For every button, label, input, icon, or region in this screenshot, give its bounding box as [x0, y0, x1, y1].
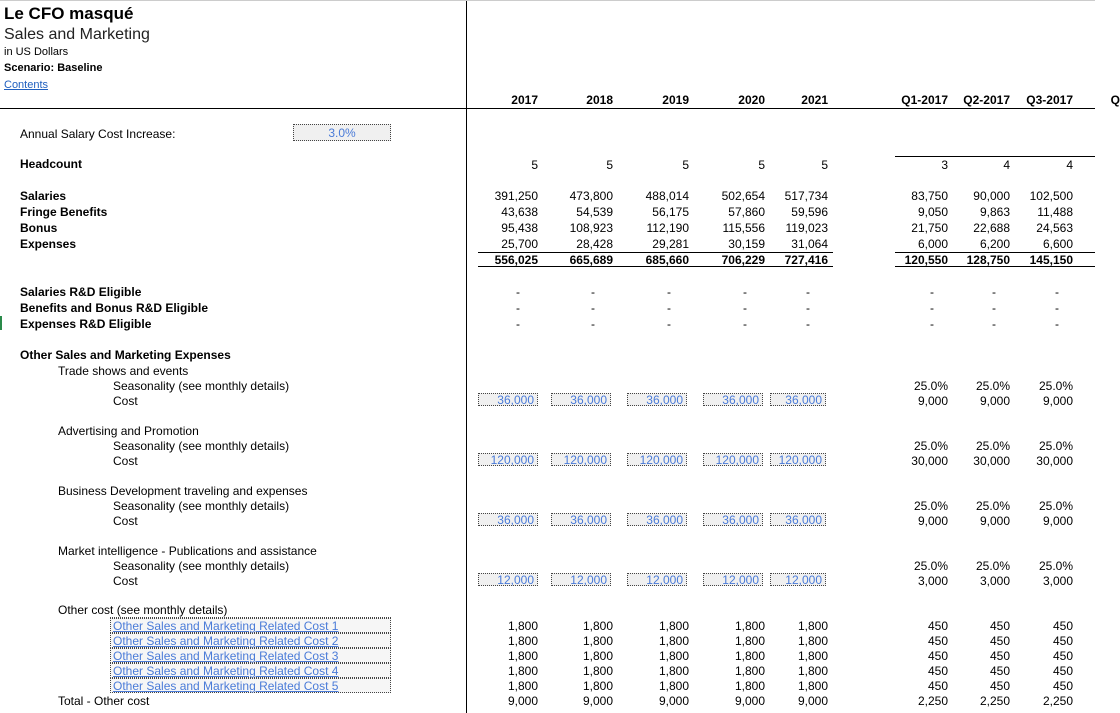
- rd-row-label: Expenses R&D Eligible: [20, 317, 152, 331]
- cost-input[interactable]: 12,000: [703, 573, 763, 586]
- headcount-cell: 5: [531, 158, 538, 172]
- other-cost-cell: 450: [927, 634, 948, 648]
- other-cost-total-cell: 9,000: [734, 694, 765, 708]
- other-cost-item-label[interactable]: Other Sales and Marketing Related Cost 3: [110, 648, 391, 663]
- other-cost-cell: 1,800: [507, 649, 538, 663]
- other-cost-cell: 1,800: [582, 649, 613, 663]
- rd-cell: -: [743, 285, 747, 299]
- headcount-cell: 5: [682, 158, 689, 172]
- cost-cell: 102,500: [1029, 189, 1073, 203]
- other-cost-total-cell: 9,000: [797, 694, 828, 708]
- rd-cell: -: [667, 317, 671, 331]
- cost-cell: 115,556: [722, 221, 765, 235]
- quarter-cost-cell: 30,000: [973, 454, 1010, 468]
- other-cost-cell: 1,800: [507, 634, 538, 648]
- rd-cell: -: [1055, 317, 1059, 331]
- cost-row-label: Fringe Benefits: [20, 205, 108, 219]
- seasonality-cell: 25.0%: [913, 439, 948, 453]
- other-cost-cell: 1,800: [734, 649, 765, 663]
- other-cost-cell: 450: [927, 649, 948, 663]
- other-cost-cell: 1,800: [734, 664, 765, 678]
- cost-total-cell: 665,689: [569, 253, 613, 267]
- quarter-cost-cell: 3,000: [979, 574, 1010, 588]
- cost-cell: 56,175: [652, 205, 689, 219]
- cost-cell: 6,200: [979, 237, 1010, 251]
- rd-cell: -: [1055, 285, 1059, 299]
- cost-cell: 25,700: [501, 237, 538, 251]
- cost-input[interactable]: 36,000: [703, 513, 763, 526]
- cost-cell: 517,734: [784, 189, 828, 203]
- year-header: 2020: [738, 93, 765, 107]
- cost-label: Cost: [113, 574, 138, 588]
- cost-input[interactable]: 120,000: [627, 453, 687, 466]
- seasonality-cell: 25.0%: [1038, 499, 1073, 513]
- quarter-headcount-topline: [895, 156, 1095, 157]
- cost-input[interactable]: 12,000: [551, 573, 611, 586]
- cost-cell: 112,190: [646, 221, 689, 235]
- quarter-cost-cell: 9,000: [1042, 394, 1073, 408]
- cost-total-cell: 120,550: [904, 253, 948, 267]
- expense-group-label: Market intelligence - Publications and assistance: [58, 544, 317, 558]
- cost-input[interactable]: 36,000: [478, 393, 538, 406]
- headcount-cell: 5: [821, 158, 828, 172]
- other-cost-cell: 450: [1052, 634, 1073, 648]
- cost-cell: 21,750: [911, 221, 948, 235]
- other-cost-total-cell: 2,250: [917, 694, 948, 708]
- cost-row-label: Expenses: [20, 237, 77, 251]
- cost-cell: 488,014: [645, 189, 689, 203]
- scenario-label: Scenario:: [4, 62, 55, 74]
- cost-input[interactable]: 36,000: [703, 393, 763, 406]
- cost-input[interactable]: 36,000: [478, 513, 538, 526]
- cost-cell: 119,023: [785, 221, 828, 235]
- rd-cell: -: [743, 317, 747, 331]
- rd-cell: -: [992, 317, 996, 331]
- rd-cell: -: [516, 285, 520, 299]
- cost-cell: 90,000: [973, 189, 1010, 203]
- other-cost-cell: 450: [989, 679, 1010, 693]
- seasonality-label: Seasonality (see monthly details): [113, 559, 290, 573]
- expense-group-label: Business Development traveling and expenses: [58, 484, 308, 498]
- cost-input[interactable]: 120,000: [478, 453, 538, 466]
- year-header: 2019: [662, 93, 689, 107]
- other-cost-cell: 1,800: [658, 664, 689, 678]
- cost-cell: 95,438: [501, 221, 538, 235]
- cost-cell: 391,250: [494, 189, 538, 203]
- sheet-subtitle: Sales and Marketing: [4, 26, 150, 43]
- other-cost-total-label: Total - Other cost: [58, 694, 150, 708]
- other-cost-total-cell: 9,000: [507, 694, 538, 708]
- other-cost-cell: 1,800: [507, 679, 538, 693]
- rd-cell: -: [992, 285, 996, 299]
- other-cost-cell: 1,800: [797, 649, 828, 663]
- cost-label: Cost: [113, 394, 138, 408]
- rd-cell: -: [930, 317, 934, 331]
- cost-input[interactable]: 120,000: [770, 453, 826, 466]
- year-header: 2017: [511, 93, 538, 107]
- other-cost-item-label[interactable]: Other Sales and Marketing Related Cost 1: [110, 618, 391, 633]
- scenario-line: [4, 62, 102, 74]
- quarter-cost-cell: 9,000: [979, 514, 1010, 528]
- cost-total-cell: 145,150: [1029, 253, 1073, 267]
- other-cost-cell: 450: [989, 619, 1010, 633]
- cost-input[interactable]: 36,000: [627, 513, 687, 526]
- cost-input[interactable]: 120,000: [551, 453, 611, 466]
- rd-cell: -: [667, 301, 671, 315]
- other-cost-cell: 1,800: [734, 679, 765, 693]
- cost-cell: 57,860: [728, 205, 765, 219]
- quarter-cost-cell: 9,000: [979, 394, 1010, 408]
- cost-cell: 6,000: [917, 237, 948, 251]
- seasonality-cell: 25.0%: [913, 379, 948, 393]
- cost-cell: 43,638: [501, 205, 538, 219]
- other-cost-cell: 1,800: [797, 679, 828, 693]
- cost-cell: 9,050: [917, 205, 948, 219]
- other-cost-cell: 1,800: [658, 619, 689, 633]
- rd-cell: -: [806, 317, 810, 331]
- quarter-header: Q1-2017: [901, 93, 948, 107]
- quarter-header: Q2-2017: [963, 93, 1010, 107]
- seasonality-cell: 25.0%: [975, 439, 1010, 453]
- rd-row-label: Benefits and Bonus R&D Eligible: [20, 301, 209, 315]
- quarter-header: Q: [1110, 93, 1120, 107]
- seasonality-cell: 25.0%: [1038, 559, 1073, 573]
- cost-input[interactable]: 36,000: [551, 513, 611, 526]
- cost-total-cell: 556,025: [494, 253, 538, 267]
- rd-row-label: Salaries R&D Eligible: [20, 285, 142, 299]
- quarter-header: Q3-2017: [1026, 93, 1073, 107]
- headcount-label: Headcount: [20, 157, 83, 171]
- other-cost-cell: 450: [1052, 649, 1073, 663]
- other-cost-cell: 450: [927, 679, 948, 693]
- seasonality-cell: 25.0%: [913, 559, 948, 573]
- other-cost-cell: 1,800: [734, 619, 765, 633]
- other-cost-cell: 1,800: [658, 634, 689, 648]
- currency-label: in US Dollars: [4, 46, 69, 58]
- other-cost-total-cell: 2,250: [979, 694, 1010, 708]
- other-cost-cell: 450: [989, 634, 1010, 648]
- cost-input[interactable]: 120,000: [703, 453, 763, 466]
- cost-input[interactable]: 36,000: [627, 393, 687, 406]
- other-cost-cell: 1,800: [734, 634, 765, 648]
- other-cost-item-label[interactable]: Other Sales and Marketing Related Cost 5: [110, 678, 391, 693]
- cost-cell: 30,159: [728, 237, 765, 251]
- headcount-cell: 5: [606, 158, 613, 172]
- cost-total-cell: 706,229: [721, 253, 765, 267]
- cost-label: Cost: [113, 454, 138, 468]
- contents-link[interactable]: Contents: [4, 79, 49, 91]
- other-cost-label: Other cost (see monthly details): [58, 603, 228, 617]
- rd-cell: -: [1055, 301, 1059, 315]
- cost-input[interactable]: 12,000: [478, 573, 538, 586]
- other-expenses-label: Other Sales and Marketing Expenses: [20, 348, 231, 362]
- headcount-cell: 5: [758, 158, 765, 172]
- cost-cell: 9,863: [979, 205, 1010, 219]
- other-cost-cell: 1,800: [797, 664, 828, 678]
- year-header: 2018: [586, 93, 613, 107]
- salary-increase-label: Annual Salary Cost Increase:: [20, 127, 176, 141]
- company-title: Le CFO masqué: [4, 4, 134, 23]
- headcount-cell: 3: [941, 158, 948, 172]
- seasonality-cell: 25.0%: [1038, 439, 1073, 453]
- quarter-cost-cell: 3,000: [917, 574, 948, 588]
- cost-cell: 83,750: [911, 189, 948, 203]
- other-cost-cell: 1,800: [658, 649, 689, 663]
- other-cost-total-cell: 2,250: [1042, 694, 1073, 708]
- headcount-cell: 4: [1066, 158, 1073, 172]
- rd-cell: -: [930, 285, 934, 299]
- quarter-cost-cell: 3,000: [1042, 574, 1073, 588]
- cost-input[interactable]: 36,000: [770, 393, 826, 406]
- year-header: 2021: [801, 93, 828, 107]
- cost-cell: 502,654: [721, 189, 765, 203]
- seasonality-cell: 25.0%: [975, 379, 1010, 393]
- cost-cell: 28,428: [576, 237, 613, 251]
- rd-cell: -: [930, 301, 934, 315]
- rd-cell: -: [743, 301, 747, 315]
- headcount-cell: 4: [1003, 158, 1010, 172]
- cost-input[interactable]: 36,000: [551, 393, 611, 406]
- rd-cell: -: [806, 285, 810, 299]
- other-cost-item-label[interactable]: Other Sales and Marketing Related Cost 4: [110, 663, 391, 678]
- other-cost-cell: 450: [1052, 664, 1073, 678]
- other-cost-item-label[interactable]: Other Sales and Marketing Related Cost 2: [110, 633, 391, 648]
- header-underline: [0, 108, 1095, 109]
- cost-input[interactable]: 12,000: [627, 573, 687, 586]
- cost-cell: 59,596: [791, 205, 828, 219]
- salary-increase-input[interactable]: 3.0%: [293, 124, 391, 141]
- selection-marker: [0, 316, 2, 330]
- column-separator: [466, 0, 467, 713]
- seasonality-label: Seasonality (see monthly details): [113, 439, 290, 453]
- other-cost-cell: 450: [1052, 619, 1073, 633]
- other-cost-cell: 1,800: [507, 664, 538, 678]
- rd-cell: -: [591, 317, 595, 331]
- rd-cell: -: [591, 285, 595, 299]
- seasonality-cell: 25.0%: [975, 499, 1010, 513]
- seasonality-cell: 25.0%: [1038, 379, 1073, 393]
- quarter-cost-cell: 30,000: [911, 454, 948, 468]
- rd-cell: -: [667, 285, 671, 299]
- rd-cell: -: [992, 301, 996, 315]
- seasonality-label: Seasonality (see monthly details): [113, 499, 290, 513]
- quarter-cost-cell: 9,000: [1042, 514, 1073, 528]
- cost-cell: 11,488: [1037, 205, 1073, 219]
- cost-cell: 473,800: [569, 189, 613, 203]
- expense-group-label: Trade shows and events: [58, 364, 189, 378]
- cost-cell: 24,563: [1036, 221, 1073, 235]
- rd-cell: -: [591, 301, 595, 315]
- cost-total-cell: 727,416: [784, 253, 828, 267]
- other-cost-cell: 450: [989, 649, 1010, 663]
- other-cost-cell: 1,800: [658, 679, 689, 693]
- seasonality-cell: 25.0%: [913, 499, 948, 513]
- rd-cell: -: [516, 301, 520, 315]
- other-cost-cell: 1,800: [507, 619, 538, 633]
- seasonality-label: Seasonality (see monthly details): [113, 379, 290, 393]
- scenario-value: Baseline: [57, 62, 103, 74]
- cost-total-cell: 128,750: [966, 253, 1010, 267]
- other-cost-total-cell: 9,000: [658, 694, 689, 708]
- other-cost-cell: 1,800: [797, 634, 828, 648]
- expense-group-label: Advertising and Promotion: [58, 424, 199, 438]
- other-cost-cell: 1,800: [582, 664, 613, 678]
- cost-cell: 108,923: [569, 221, 613, 235]
- seasonality-cell: 25.0%: [975, 559, 1010, 573]
- cost-input[interactable]: 36,000: [770, 513, 826, 526]
- top-border: [0, 0, 1095, 1]
- cost-row-label: Salaries: [20, 189, 67, 203]
- cost-label: Cost: [113, 514, 138, 528]
- quarter-cost-cell: 9,000: [917, 394, 948, 408]
- cost-total-cell: 685,660: [645, 253, 689, 267]
- cost-cell: 31,064: [791, 237, 828, 251]
- quarter-cost-cell: 9,000: [917, 514, 948, 528]
- other-cost-cell: 450: [1052, 679, 1073, 693]
- other-cost-cell: 450: [927, 664, 948, 678]
- cost-cell: 22,688: [973, 221, 1010, 235]
- other-cost-cell: 1,800: [797, 619, 828, 633]
- other-cost-cell: 1,800: [582, 634, 613, 648]
- cost-row-label: Bonus: [20, 221, 58, 235]
- other-cost-cell: 450: [927, 619, 948, 633]
- other-cost-total-cell: 9,000: [582, 694, 613, 708]
- cost-cell: 54,539: [576, 205, 613, 219]
- quarter-cost-cell: 30,000: [1036, 454, 1073, 468]
- cost-cell: 29,281: [652, 237, 689, 251]
- other-cost-cell: 1,800: [582, 619, 613, 633]
- cost-cell: 6,600: [1042, 237, 1073, 251]
- other-cost-cell: 450: [989, 664, 1010, 678]
- other-cost-cell: 1,800: [582, 679, 613, 693]
- rd-cell: -: [516, 317, 520, 331]
- cost-input[interactable]: 12,000: [770, 573, 826, 586]
- rd-cell: -: [806, 301, 810, 315]
